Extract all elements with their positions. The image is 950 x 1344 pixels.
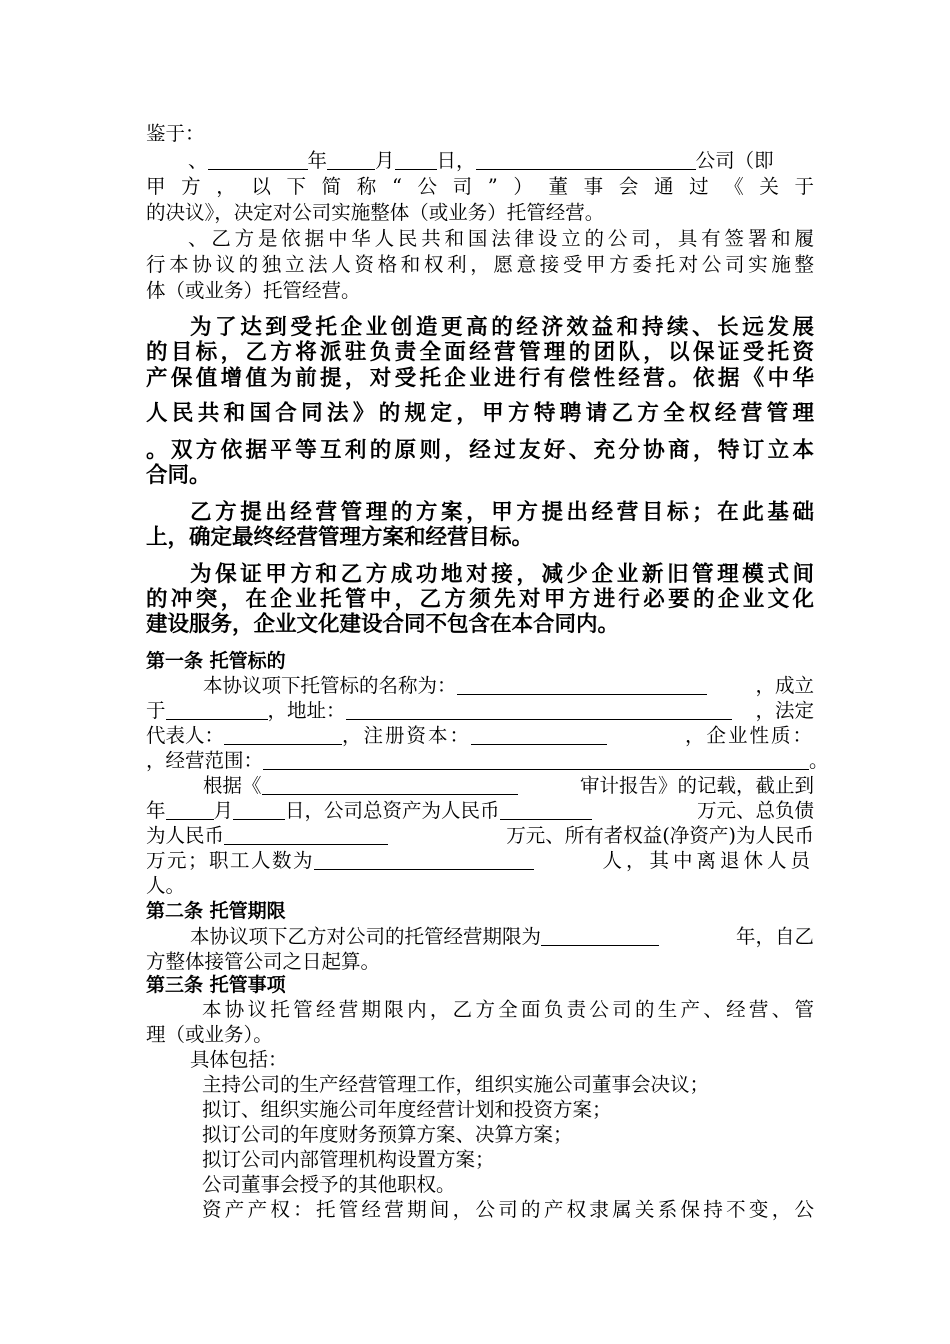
list-item: 拟订、组织实施公司年度经营计划和投资方案； bbox=[202, 1098, 612, 1121]
intro-p2-line1: 、乙方是依据中华人民共和国法律设立的公司，具有签署和履 bbox=[188, 227, 814, 250]
text: ，成立 bbox=[755, 674, 814, 697]
list-item: 拟订公司内部管理机构设置方案； bbox=[202, 1148, 495, 1171]
text: ，经营范围： bbox=[146, 749, 264, 772]
blank-field[interactable] bbox=[471, 724, 607, 745]
text: 年，自乙 bbox=[735, 925, 814, 948]
article1-line9: 人。 bbox=[146, 874, 186, 897]
article1-line8 bbox=[146, 848, 814, 874]
article1-line3 bbox=[146, 723, 814, 749]
intro-title: 鉴于： bbox=[146, 122, 205, 145]
text: 万元、总负债 bbox=[696, 799, 814, 822]
article3-line3: 具体包括： bbox=[190, 1048, 288, 1071]
article3-line2: 理（或业务）。 bbox=[146, 1023, 273, 1046]
text: 年 bbox=[307, 149, 328, 172]
text: 万元、所有者权益(净资产)为人民币 bbox=[506, 824, 814, 847]
bold-para1-line1: 为了达到受托企业创造更高的经济效益和持续、长远发展 bbox=[190, 315, 814, 340]
text: 公司（即 bbox=[695, 149, 774, 172]
intro-p2-line3: 体（或业务）托管经营。 bbox=[146, 279, 361, 302]
bold-para3-line1: 为保证甲方和乙方成功地对接，减少企业新旧管理模式间 bbox=[190, 562, 814, 587]
text: 年 bbox=[146, 799, 166, 822]
text: 本协议项下乙方对公司的托管经营期限为 bbox=[190, 925, 542, 948]
text: 月 bbox=[213, 799, 234, 822]
article2-line2: 方整体接管公司之日起算。 bbox=[146, 950, 381, 973]
bold-para1-line5: 。双方依据平等互利的原则，经过友好、充分协商，特订立本 bbox=[146, 438, 814, 463]
text: ，地址： bbox=[267, 699, 346, 722]
article3-heading: 第三条 托管事项 bbox=[146, 974, 286, 996]
bold-para1-line4: 人民共和国合同法》的规定，甲方特聘请乙方全权经营管理 bbox=[146, 401, 814, 426]
text: 万元；职工人数为 bbox=[146, 849, 315, 872]
blank-field[interactable] bbox=[395, 149, 437, 170]
article1-line5 bbox=[146, 773, 814, 799]
blank-field[interactable] bbox=[262, 774, 518, 795]
bold-para1-line2: 的目标，乙方将派驻负责全面经营管理的团队，以保证受托资 bbox=[146, 340, 814, 365]
article1-line4 bbox=[146, 748, 829, 774]
article2-heading: 第二条 托管期限 bbox=[146, 900, 286, 922]
text: 为人民币 bbox=[146, 824, 225, 847]
text: 本协议项下托管标的名称为： bbox=[203, 674, 457, 697]
bold-para2-line2: 上，确定最终经营管理方案和经营目标。 bbox=[146, 525, 534, 550]
intro-p1-line1 bbox=[146, 148, 814, 174]
blank-field[interactable] bbox=[476, 149, 696, 170]
text: 。 bbox=[809, 749, 829, 772]
article1-line1 bbox=[146, 673, 814, 699]
text: 日， bbox=[436, 149, 476, 172]
blank-field[interactable] bbox=[327, 149, 375, 170]
list-item: 公司董事会授予的其他职权。 bbox=[202, 1173, 456, 1196]
blank-field[interactable] bbox=[224, 724, 342, 745]
blank-field[interactable] bbox=[541, 925, 659, 946]
text: ，注册资本： bbox=[342, 724, 472, 747]
blank-field[interactable] bbox=[500, 799, 592, 820]
blank-field[interactable] bbox=[208, 149, 308, 170]
list-item: 拟订公司的年度财务预算方案、决算方案； bbox=[202, 1123, 573, 1146]
intro-p2-line2: 行本协议的独立法人资格和权利，愿意接受甲方委托对公司实施整 bbox=[146, 253, 814, 276]
article2-line1 bbox=[146, 924, 814, 950]
text: 日，公司总资产为人民币 bbox=[285, 799, 500, 822]
article3-line1: 本协议托管经营期限内，乙方全面负责公司的生产、经营、管 bbox=[202, 998, 814, 1021]
article3-last-line: 资产产权：托管经营期间，公司的产权隶属关系保持不变，公 bbox=[202, 1198, 814, 1221]
bold-para3-line3: 建设服务，企业文化建设合同不包含在本合同内。 bbox=[146, 612, 620, 637]
text: 人，其中离退休人员 bbox=[602, 849, 814, 872]
text: 审计报告》的记载，截止到 bbox=[579, 774, 814, 797]
text: ，法定 bbox=[755, 699, 814, 722]
blank-field[interactable] bbox=[166, 799, 214, 820]
blank-field[interactable] bbox=[166, 699, 268, 720]
blank-field[interactable] bbox=[346, 699, 732, 720]
list-item: 主持公司的生产经营管理工作，组织实施公司董事会决议； bbox=[202, 1073, 710, 1096]
text: 根据《 bbox=[203, 774, 262, 797]
bold-para3-line2: 的冲突，在企业托管中，乙方须先对甲方进行必要的企业文化 bbox=[146, 587, 814, 612]
bold-para2-line1: 乙方提出经营管理的方案，甲方提出经营目标；在此基础 bbox=[190, 500, 814, 525]
blank-field[interactable] bbox=[263, 749, 809, 770]
blank-field[interactable] bbox=[224, 824, 388, 845]
blank-field[interactable] bbox=[457, 674, 707, 695]
intro-p1-line2: 甲方，以下简称“公司”）董事会通过《关于 bbox=[146, 175, 814, 198]
text: 月 bbox=[375, 149, 395, 172]
article1-heading: 第一条 托管标的 bbox=[146, 650, 286, 672]
text: 、 bbox=[188, 149, 208, 172]
article1-line2 bbox=[146, 698, 814, 724]
intro-p1-line3: 的决议》，决定对公司实施整体（或业务）托管经营。 bbox=[146, 201, 605, 224]
text: 代表人： bbox=[146, 724, 225, 747]
blank-field[interactable] bbox=[314, 849, 534, 870]
article1-line7 bbox=[146, 823, 814, 849]
blank-field[interactable] bbox=[233, 799, 285, 820]
bold-para1-line3: 产保值增值为前提，对受托企业进行有偿性经营。依据《中华 bbox=[146, 366, 814, 391]
text: ，企业性质： bbox=[684, 724, 814, 747]
article1-line6 bbox=[146, 798, 814, 824]
bold-para1-line6: 合同。 bbox=[146, 463, 211, 488]
text: 于 bbox=[146, 699, 166, 722]
